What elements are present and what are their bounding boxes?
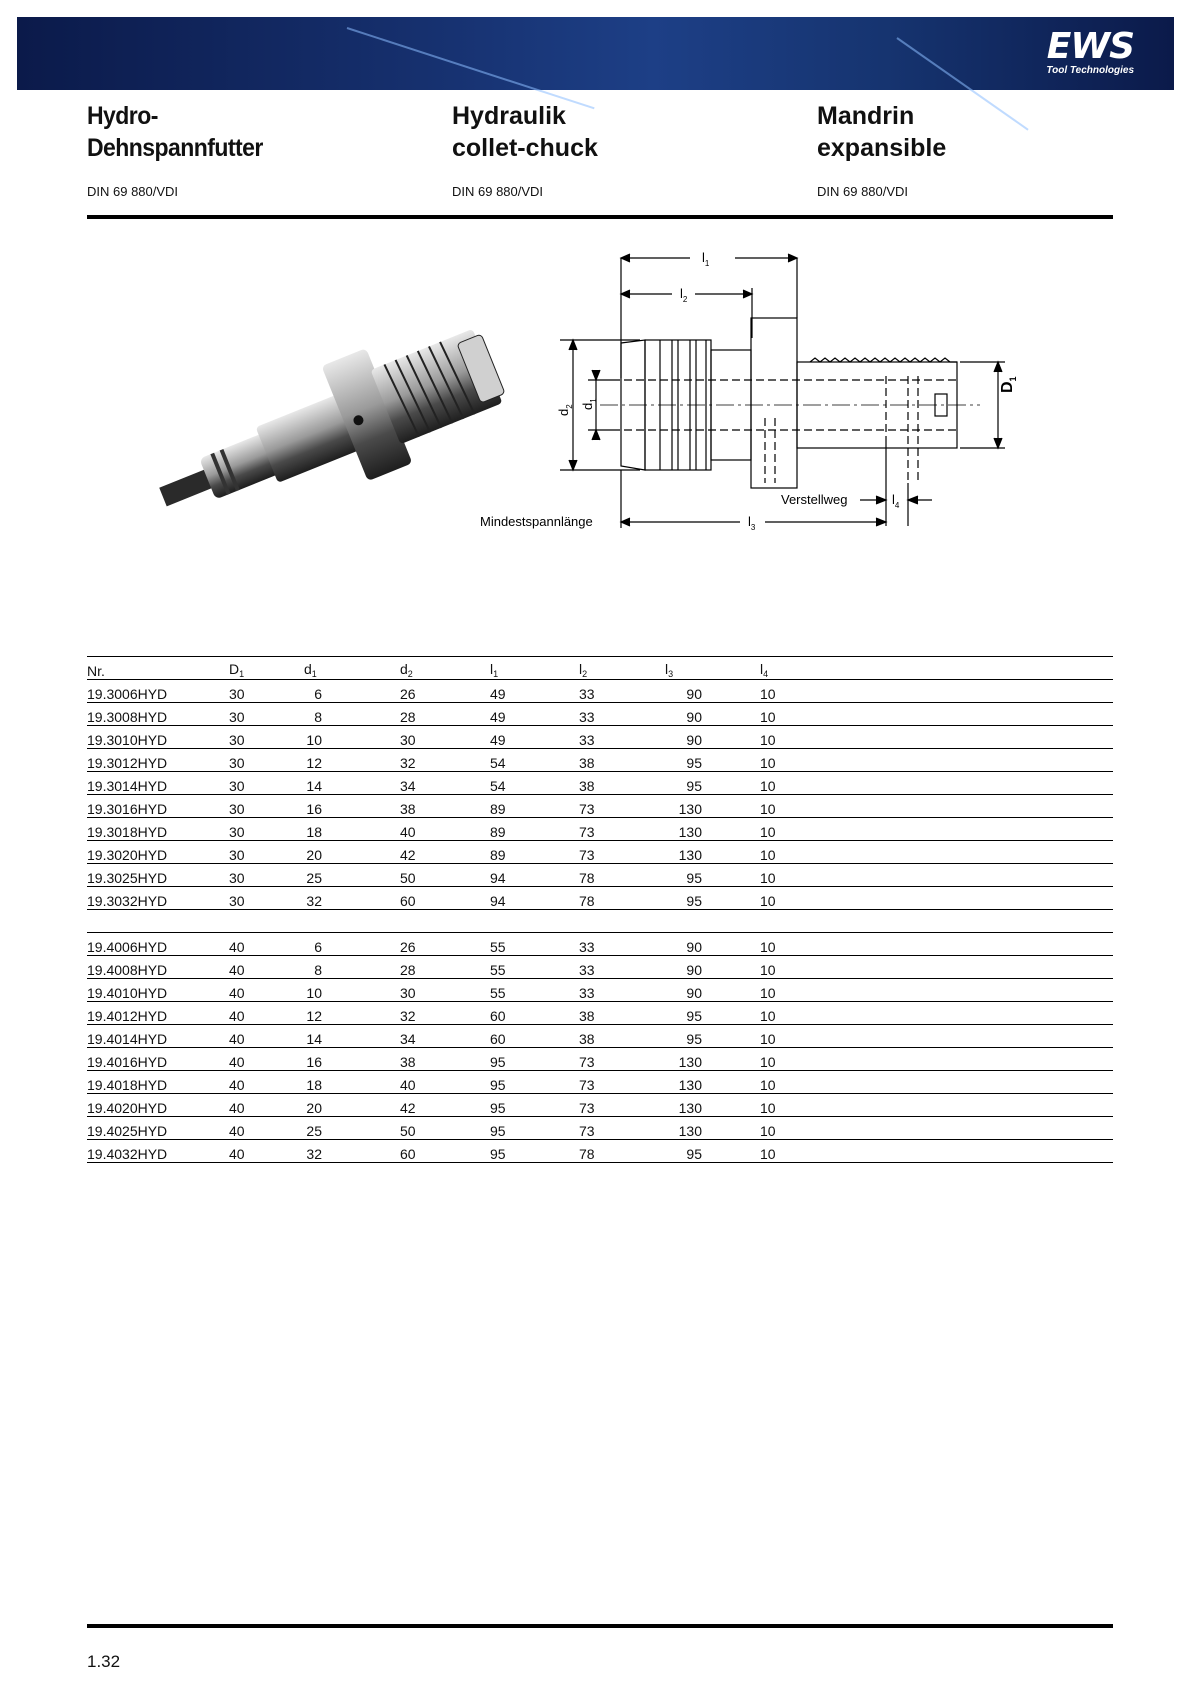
table-row <box>87 1025 1113 1048</box>
value-cell: 28 <box>400 703 490 726</box>
article-number-cell: 19.4006HYD <box>87 933 229 956</box>
value-cell: 38 <box>579 1025 665 1048</box>
value-cell: 18 <box>304 818 400 841</box>
column-header: $l_4$ <box>760 657 1113 680</box>
value-cell: 10 <box>760 726 1113 749</box>
article-number-cell: 19.3010HYD <box>87 726 229 749</box>
value-cell: 54 <box>490 772 579 795</box>
value-cell: 55 <box>490 979 579 1002</box>
value-cell: 60 <box>490 1025 579 1048</box>
table-row <box>87 1048 1113 1071</box>
value-cell: 42 <box>400 1094 490 1117</box>
value-cell: 40 <box>400 1071 490 1094</box>
value-cell: 95 <box>490 1140 579 1163</box>
article-number-cell: 19.4025HYD <box>87 1117 229 1140</box>
value-cell: 10 <box>760 1140 1113 1163</box>
footer-rule <box>87 1624 1113 1628</box>
value-cell: 38 <box>400 1048 490 1071</box>
value-cell: 10 <box>760 818 1113 841</box>
article-number-cell: 19.4020HYD <box>87 1094 229 1117</box>
value-cell: 40 <box>229 1002 304 1025</box>
norm-german: DIN 69 880/VDI <box>87 184 179 199</box>
value-cell: 10 <box>760 956 1113 979</box>
value-cell: 10 <box>760 749 1113 772</box>
title-english: Hydraulik collet-chuck <box>452 102 598 162</box>
value-cell: 55 <box>490 956 579 979</box>
dim-l1: $l_1$ <box>702 250 710 268</box>
column-header: $l_3$ <box>665 657 760 680</box>
value-cell: 20 <box>304 1094 400 1117</box>
article-number-cell: 19.3008HYD <box>87 703 229 726</box>
value-cell: 8 <box>304 956 400 979</box>
value-cell: 95 <box>490 1048 579 1071</box>
value-cell: 30 <box>229 795 304 818</box>
value-cell: 32 <box>400 749 490 772</box>
value-cell: 73 <box>579 841 665 864</box>
value-cell: 40 <box>229 1117 304 1140</box>
value-cell: 89 <box>490 841 579 864</box>
value-cell: 73 <box>579 1117 665 1140</box>
ews-logo <box>1046 26 1134 77</box>
table-row <box>87 864 1113 887</box>
value-cell: 73 <box>579 1094 665 1117</box>
norm-english: DIN 69 880/VDI <box>452 184 544 199</box>
value-cell: 95 <box>490 1071 579 1094</box>
group-spacer <box>87 910 1113 933</box>
article-number-cell: 19.3012HYD <box>87 749 229 772</box>
value-cell: 50 <box>400 1117 490 1140</box>
table-row <box>87 1140 1113 1163</box>
value-cell: 89 <box>490 795 579 818</box>
value-cell: 95 <box>490 1117 579 1140</box>
norm-french: DIN 69 880/VDI <box>817 184 909 199</box>
value-cell: 30 <box>229 864 304 887</box>
dim-l3: $l_3$ <box>748 514 756 532</box>
value-cell: 90 <box>665 703 760 726</box>
value-cell: 90 <box>665 956 760 979</box>
dim-l4: $l_4$ <box>892 492 900 510</box>
value-cell: 30 <box>229 749 304 772</box>
value-cell: 30 <box>229 726 304 749</box>
value-cell: 95 <box>665 1140 760 1163</box>
value-cell: 33 <box>579 979 665 1002</box>
column-header: $D_1$ <box>229 657 304 680</box>
header-banner <box>17 17 1174 90</box>
value-cell: 73 <box>579 818 665 841</box>
value-cell: 130 <box>665 1071 760 1094</box>
value-cell: 40 <box>229 1071 304 1094</box>
value-cell: 10 <box>760 1025 1113 1048</box>
value-cell: 40 <box>229 933 304 956</box>
value-cell: 10 <box>760 795 1113 818</box>
value-cell: 40 <box>229 956 304 979</box>
column-header: $d_1$ <box>304 657 400 680</box>
value-cell: 30 <box>229 818 304 841</box>
product-photo <box>148 340 508 510</box>
value-cell: 26 <box>400 933 490 956</box>
value-cell: 60 <box>490 1002 579 1025</box>
value-cell: 33 <box>579 680 665 703</box>
value-cell: 10 <box>760 1094 1113 1117</box>
value-cell: 34 <box>400 1025 490 1048</box>
spec-table <box>87 656 1113 1163</box>
value-cell: 10 <box>760 1048 1113 1071</box>
value-cell: 12 <box>304 1002 400 1025</box>
value-cell: 30 <box>229 841 304 864</box>
value-cell: 30 <box>400 979 490 1002</box>
value-cell: 40 <box>229 1140 304 1163</box>
value-cell: 73 <box>579 1071 665 1094</box>
value-cell: 30 <box>400 726 490 749</box>
value-cell: 130 <box>665 795 760 818</box>
value-cell: 95 <box>490 1094 579 1117</box>
value-cell: 130 <box>665 818 760 841</box>
value-cell: 10 <box>760 1002 1113 1025</box>
value-cell: 10 <box>760 864 1113 887</box>
value-cell: 94 <box>490 887 579 910</box>
value-cell: 14 <box>304 772 400 795</box>
article-number-cell: 19.4012HYD <box>87 1002 229 1025</box>
value-cell: 60 <box>400 887 490 910</box>
value-cell: 78 <box>579 1140 665 1163</box>
table-row <box>87 1071 1113 1094</box>
article-number-cell: 19.3014HYD <box>87 772 229 795</box>
table-row <box>87 841 1113 864</box>
table-row <box>87 887 1113 910</box>
value-cell: 30 <box>229 887 304 910</box>
value-cell: 16 <box>304 795 400 818</box>
label-mindestspannlaenge: Mindestspannlänge <box>480 514 593 529</box>
value-cell: 40 <box>229 979 304 1002</box>
value-cell: 6 <box>304 933 400 956</box>
value-cell: 32 <box>304 1140 400 1163</box>
value-cell: 90 <box>665 726 760 749</box>
value-cell: 10 <box>760 979 1113 1002</box>
value-cell: 42 <box>400 841 490 864</box>
value-cell: 8 <box>304 703 400 726</box>
value-cell: 89 <box>490 818 579 841</box>
value-cell: 49 <box>490 726 579 749</box>
value-cell: 10 <box>760 841 1113 864</box>
value-cell: 14 <box>304 1025 400 1048</box>
value-cell: 49 <box>490 680 579 703</box>
value-cell: 40 <box>229 1048 304 1071</box>
article-number-cell: 19.4032HYD <box>87 1140 229 1163</box>
value-cell: 25 <box>304 1117 400 1140</box>
value-cell: 40 <box>229 1025 304 1048</box>
table-row <box>87 933 1113 956</box>
value-cell: 130 <box>665 841 760 864</box>
value-cell: 95 <box>665 864 760 887</box>
title-french: Mandrin expansible <box>817 102 947 162</box>
value-cell: 10 <box>304 979 400 1002</box>
value-cell: 10 <box>760 933 1113 956</box>
dim-D1: $D_1$ <box>999 376 1018 393</box>
table-row <box>87 703 1113 726</box>
table-row <box>87 749 1113 772</box>
value-cell: 73 <box>579 795 665 818</box>
value-cell: 90 <box>665 933 760 956</box>
value-cell: 10 <box>760 1071 1113 1094</box>
value-cell: 38 <box>400 795 490 818</box>
table-row <box>87 1002 1113 1025</box>
value-cell: 10 <box>760 772 1113 795</box>
value-cell: 54 <box>490 749 579 772</box>
value-cell: 10 <box>760 1117 1113 1140</box>
article-number-cell: 19.3020HYD <box>87 841 229 864</box>
value-cell: 26 <box>400 680 490 703</box>
header-rule <box>87 215 1113 219</box>
value-cell: 10 <box>760 680 1113 703</box>
value-cell: 95 <box>665 1002 760 1025</box>
column-header: Nr. <box>87 657 229 680</box>
article-number-cell: 19.4010HYD <box>87 979 229 1002</box>
table-row <box>87 1117 1113 1140</box>
value-cell: 10 <box>304 726 400 749</box>
value-cell: 16 <box>304 1048 400 1071</box>
value-cell: 94 <box>490 864 579 887</box>
value-cell: 30 <box>229 680 304 703</box>
value-cell: 38 <box>579 772 665 795</box>
value-cell: 20 <box>304 841 400 864</box>
article-number-cell: 19.3018HYD <box>87 818 229 841</box>
article-number-cell: 19.3025HYD <box>87 864 229 887</box>
column-header: $l_2$ <box>579 657 665 680</box>
value-cell: 78 <box>579 887 665 910</box>
dim-d2: $d_2$ <box>556 404 574 416</box>
article-number-cell: 19.4014HYD <box>87 1025 229 1048</box>
table-row <box>87 726 1113 749</box>
value-cell: 30 <box>229 772 304 795</box>
column-header: $l_1$ <box>490 657 579 680</box>
article-number-cell: 19.4008HYD <box>87 956 229 979</box>
value-cell: 49 <box>490 703 579 726</box>
value-cell: 33 <box>579 703 665 726</box>
table-row <box>87 680 1113 703</box>
value-cell: 90 <box>665 680 760 703</box>
value-cell: 18 <box>304 1071 400 1094</box>
value-cell: 95 <box>665 772 760 795</box>
value-cell: 95 <box>665 1025 760 1048</box>
value-cell: 25 <box>304 864 400 887</box>
value-cell: 10 <box>760 703 1113 726</box>
value-cell: 130 <box>665 1117 760 1140</box>
value-cell: 32 <box>400 1002 490 1025</box>
value-cell: 33 <box>579 726 665 749</box>
value-cell: 130 <box>665 1094 760 1117</box>
value-cell: 55 <box>490 933 579 956</box>
value-cell: 40 <box>400 818 490 841</box>
value-cell: 95 <box>665 887 760 910</box>
technical-drawing <box>480 250 1100 588</box>
table-row <box>87 956 1113 979</box>
page-number: 1.32 <box>87 1652 121 1671</box>
dim-d1: $d_1$ <box>580 398 598 410</box>
title-german: Hydro- Dehnspannfutter <box>87 102 263 162</box>
table-header-row <box>87 657 1113 680</box>
article-number-cell: 19.3006HYD <box>87 680 229 703</box>
value-cell: 40 <box>229 1094 304 1117</box>
value-cell: 33 <box>579 933 665 956</box>
label-verstellweg: Verstellweg <box>781 492 848 507</box>
value-cell: 12 <box>304 749 400 772</box>
column-header: $d_2$ <box>400 657 490 680</box>
table-row <box>87 1094 1113 1117</box>
logo-mark: EWS <box>1046 26 1134 67</box>
value-cell: 34 <box>400 772 490 795</box>
value-cell: 38 <box>579 749 665 772</box>
value-cell: 33 <box>579 956 665 979</box>
value-cell: 28 <box>400 956 490 979</box>
table-row <box>87 795 1113 818</box>
article-number-cell: 19.3032HYD <box>87 887 229 910</box>
table-row <box>87 979 1113 1002</box>
value-cell: 78 <box>579 864 665 887</box>
table-row <box>87 772 1113 795</box>
value-cell: 30 <box>229 703 304 726</box>
value-cell: 32 <box>304 887 400 910</box>
article-number-cell: 19.3016HYD <box>87 795 229 818</box>
value-cell: 50 <box>400 864 490 887</box>
article-number-cell: 19.4016HYD <box>87 1048 229 1071</box>
value-cell: 38 <box>579 1002 665 1025</box>
value-cell: 130 <box>665 1048 760 1071</box>
value-cell: 6 <box>304 680 400 703</box>
table-row <box>87 818 1113 841</box>
value-cell: 95 <box>665 749 760 772</box>
logo-tagline: Tool Technologies <box>1046 65 1134 76</box>
article-number-cell: 19.4018HYD <box>87 1071 229 1094</box>
value-cell: 90 <box>665 979 760 1002</box>
value-cell: 73 <box>579 1048 665 1071</box>
value-cell: 60 <box>400 1140 490 1163</box>
dim-l2: $l_2$ <box>680 286 688 304</box>
value-cell: 10 <box>760 887 1113 910</box>
